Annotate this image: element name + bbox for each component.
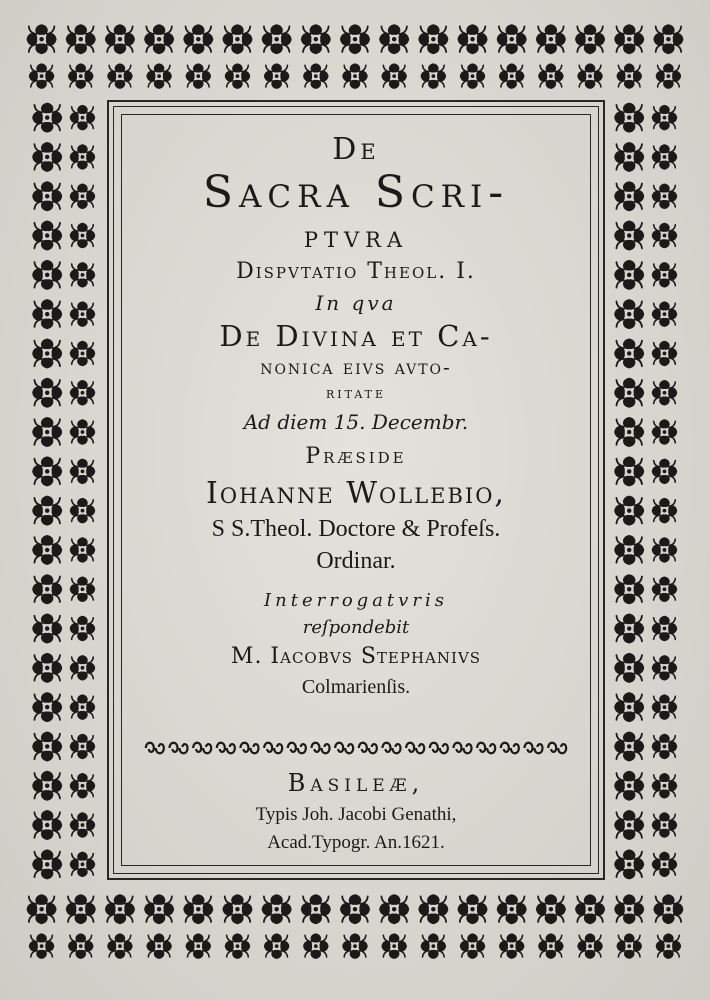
ornament-tile bbox=[222, 894, 252, 924]
ornament-tile bbox=[264, 933, 290, 959]
disputatio-line: Dispvtatio Theol. I. bbox=[236, 259, 476, 284]
imprint-date: Acad.Typogr. An.1621. bbox=[267, 832, 445, 853]
ornament-tile bbox=[652, 144, 678, 170]
imprint-block bbox=[120, 765, 592, 857]
rule-scroll bbox=[406, 743, 424, 754]
ornament-tile bbox=[225, 933, 251, 959]
ornament-tile bbox=[68, 63, 94, 89]
ornament-tile bbox=[652, 734, 678, 760]
ornament-tile bbox=[342, 63, 368, 89]
interrogaturis-line: Interrogatvris bbox=[264, 590, 448, 611]
title-ptvra: ptvra bbox=[303, 220, 409, 255]
imprint-printer: Typis Joh. Jacobi Genathi, bbox=[255, 804, 457, 825]
ornament-tile bbox=[614, 731, 644, 761]
ornament-border-left bbox=[22, 98, 106, 884]
ornament-tile bbox=[499, 933, 525, 959]
ornament-tile bbox=[653, 24, 683, 54]
rule-scroll bbox=[501, 743, 519, 754]
ornament-tile bbox=[303, 933, 329, 959]
ornament-tile bbox=[70, 223, 96, 249]
ornament-tile bbox=[70, 773, 96, 799]
ornament-tile bbox=[262, 894, 292, 924]
rule-scroll bbox=[335, 743, 353, 754]
ornament-tile bbox=[614, 24, 644, 54]
ornament-tile bbox=[32, 574, 62, 604]
ornament-tile bbox=[186, 63, 212, 89]
ornament-tile bbox=[225, 63, 251, 89]
ornament-tile bbox=[614, 456, 644, 486]
ornament-tile bbox=[222, 24, 252, 54]
ornament-tile bbox=[616, 933, 642, 959]
rule-scroll bbox=[217, 743, 235, 754]
ornament-tile bbox=[458, 24, 488, 54]
ornament-tile bbox=[614, 653, 644, 683]
ornament-tile bbox=[379, 24, 409, 54]
ornament-tile bbox=[614, 142, 644, 172]
ornament-tile bbox=[70, 341, 96, 367]
ornament-tile bbox=[652, 812, 678, 838]
ornament-tile bbox=[652, 184, 678, 210]
in-qua-line: In qva bbox=[315, 291, 397, 315]
ornament-tile bbox=[652, 655, 678, 681]
ornament-tile bbox=[32, 417, 62, 447]
ornament-tile bbox=[418, 894, 448, 924]
ornament-tile bbox=[614, 810, 644, 840]
ornament-tile bbox=[303, 63, 329, 89]
ornament-tile bbox=[32, 142, 62, 172]
ornament-border-bottom bbox=[22, 884, 688, 968]
ornament-tile bbox=[183, 894, 213, 924]
ornament-tile bbox=[66, 894, 96, 924]
ornament-tile bbox=[105, 24, 135, 54]
ornament-tile bbox=[614, 181, 644, 211]
ornament-tile bbox=[614, 614, 644, 644]
iohanne-line: Iohanne Wollebio, bbox=[206, 476, 506, 511]
ornament-tile bbox=[652, 419, 678, 445]
ornament-tile bbox=[652, 498, 678, 524]
ornament-tile bbox=[27, 894, 57, 924]
ornament-tile bbox=[614, 299, 644, 329]
rule-scroll bbox=[312, 743, 330, 754]
ornament-tile bbox=[538, 63, 564, 89]
ornament-tile bbox=[70, 694, 96, 720]
ornament-tile bbox=[652, 537, 678, 563]
ornament-tile bbox=[32, 338, 62, 368]
ornament-tile bbox=[66, 24, 96, 54]
ornament-tile bbox=[614, 496, 644, 526]
ornament-tile bbox=[653, 894, 683, 924]
ornament-tile bbox=[70, 184, 96, 210]
ornament-tile bbox=[652, 852, 678, 878]
respondebit-line: reſpondebit bbox=[302, 617, 410, 638]
ornament-tile bbox=[614, 260, 644, 290]
ornament-tile bbox=[70, 380, 96, 406]
ornament-tile bbox=[614, 378, 644, 408]
ornament-tile bbox=[32, 849, 62, 879]
ornament-tile bbox=[144, 24, 174, 54]
ornament-border-top bbox=[22, 14, 688, 98]
ornament-tile bbox=[146, 933, 172, 959]
ornament-tile bbox=[536, 894, 566, 924]
rule-scroll bbox=[430, 743, 448, 754]
ornament-tile bbox=[32, 771, 62, 801]
ornament-tile bbox=[29, 933, 54, 959]
rule-scroll bbox=[454, 743, 472, 754]
ornament-tile bbox=[381, 933, 407, 959]
rule-scroll bbox=[241, 743, 259, 754]
ornament-tile bbox=[656, 933, 682, 959]
rule-scroll bbox=[193, 743, 211, 754]
ornament-tile bbox=[32, 692, 62, 722]
ornament-tile bbox=[70, 537, 96, 563]
ornament-tile bbox=[301, 894, 331, 924]
title-de: De bbox=[332, 132, 380, 167]
ornament-tile bbox=[614, 535, 644, 565]
ornament-tile bbox=[144, 894, 174, 924]
ornament-tile bbox=[32, 260, 62, 290]
ornament-tile bbox=[652, 223, 678, 249]
ornament-tile bbox=[536, 24, 566, 54]
ornament-tile bbox=[652, 301, 678, 327]
ornament-tile bbox=[70, 105, 96, 130]
ornament-tile bbox=[70, 301, 96, 327]
ornament-tile bbox=[614, 103, 644, 133]
ornament-tile bbox=[262, 24, 292, 54]
ornament-tile bbox=[32, 810, 62, 840]
ornament-tile bbox=[340, 894, 370, 924]
ornament-tile bbox=[614, 338, 644, 368]
ornament-tile bbox=[460, 933, 486, 959]
rule-scroll bbox=[264, 743, 282, 754]
ornament-tile bbox=[70, 144, 96, 170]
ornament-tile bbox=[32, 535, 62, 565]
ornament-tile bbox=[652, 105, 678, 130]
ornament-tile bbox=[105, 894, 135, 924]
ornament-tile bbox=[340, 24, 370, 54]
ornament-tile bbox=[577, 63, 603, 89]
rule-scroll bbox=[146, 743, 164, 754]
title-sacra-scri: Sacra Scri- bbox=[202, 167, 510, 218]
ornament-tile bbox=[421, 63, 447, 89]
ornament-tile bbox=[29, 63, 54, 89]
ornament-tile bbox=[656, 63, 682, 89]
ornament-tile bbox=[497, 24, 527, 54]
ornament-tile bbox=[652, 694, 678, 720]
ornament-tile bbox=[32, 614, 62, 644]
ornament-tile bbox=[421, 933, 447, 959]
ornament-tile bbox=[183, 24, 213, 54]
ornament-tile bbox=[575, 24, 605, 54]
ornament-tile bbox=[652, 380, 678, 406]
ornament-tile bbox=[107, 933, 133, 959]
ad-diem-line: Ad diem 15. Decembr. bbox=[243, 410, 469, 434]
ornament-tile bbox=[614, 849, 644, 879]
ornament-tile bbox=[614, 692, 644, 722]
ornament-tile bbox=[27, 24, 57, 54]
ornament-tile bbox=[32, 456, 62, 486]
ornament-tile bbox=[616, 63, 642, 89]
ornament-tile bbox=[538, 933, 564, 959]
title-block bbox=[120, 125, 592, 701]
rule-scroll bbox=[383, 743, 401, 754]
ornament-tile bbox=[146, 63, 172, 89]
ornament-tile bbox=[652, 616, 678, 642]
ornament-tile bbox=[381, 63, 407, 89]
ornament-tile bbox=[32, 299, 62, 329]
ornament-tile bbox=[652, 773, 678, 799]
ornament-tile bbox=[342, 933, 368, 959]
ornament-tile bbox=[575, 894, 605, 924]
ornament-tile bbox=[614, 574, 644, 604]
ornament-border-right bbox=[604, 98, 688, 884]
respondent-name: M. Iacobvs Stephanivs bbox=[230, 644, 482, 669]
rule-scroll bbox=[170, 743, 188, 754]
ornament-tile bbox=[70, 498, 96, 524]
respondent-origin: Colmarienſis. bbox=[301, 676, 411, 698]
ornament-tile bbox=[32, 103, 62, 133]
ornament-tile bbox=[652, 262, 678, 288]
ornament-tile bbox=[614, 417, 644, 447]
ordinar-line: Ordinar. bbox=[316, 548, 396, 574]
ornament-tile bbox=[32, 731, 62, 761]
ornament-tile bbox=[460, 63, 486, 89]
ornament-tile bbox=[70, 734, 96, 760]
ornament-tile bbox=[614, 894, 644, 924]
ornament-tile bbox=[186, 933, 212, 959]
ornament-tile bbox=[70, 262, 96, 288]
ornament-tile bbox=[614, 221, 644, 251]
ornament-tile bbox=[379, 894, 409, 924]
ornament-tile bbox=[577, 933, 603, 959]
ornament-tile bbox=[70, 812, 96, 838]
ornamental-rule bbox=[143, 738, 569, 758]
ornament-tile bbox=[70, 459, 96, 485]
ornament-tile bbox=[652, 577, 678, 603]
ornament-tile bbox=[70, 852, 96, 878]
ornament-tile bbox=[301, 24, 331, 54]
ornament-tile bbox=[418, 24, 448, 54]
ornament-tile bbox=[70, 577, 96, 603]
ornament-tile bbox=[70, 655, 96, 681]
ornament-tile bbox=[264, 63, 290, 89]
imprint-city: Basileæ, bbox=[287, 769, 425, 797]
ornament-tile bbox=[70, 419, 96, 445]
ornament-tile bbox=[32, 221, 62, 251]
ornament-tile bbox=[32, 181, 62, 211]
de-divina-line: De Divina et Ca- bbox=[219, 319, 493, 353]
rule-scroll bbox=[548, 743, 566, 754]
ornament-tile bbox=[652, 459, 678, 485]
ornament-tile bbox=[614, 771, 644, 801]
ornament-tile bbox=[652, 341, 678, 367]
nonica-line: nonica eivs avto- bbox=[260, 355, 452, 379]
rule-scroll bbox=[525, 743, 543, 754]
ornament-tile bbox=[107, 63, 133, 89]
doctore-line: S S.Theol. Doctore & Profeſs. bbox=[211, 516, 501, 542]
rule-scroll bbox=[477, 743, 495, 754]
ornament-tile bbox=[68, 933, 94, 959]
rule-scroll bbox=[288, 743, 306, 754]
ornament-tile bbox=[32, 653, 62, 683]
ornament-tile bbox=[497, 894, 527, 924]
praeside-line: Præside bbox=[305, 444, 407, 469]
ornament-tile bbox=[32, 378, 62, 408]
ornament-tile bbox=[499, 63, 525, 89]
rule-scroll bbox=[359, 743, 377, 754]
ornament-tile bbox=[70, 616, 96, 642]
ritate-line: ritate bbox=[325, 383, 387, 402]
ornament-tile bbox=[458, 894, 488, 924]
ornament-tile bbox=[32, 496, 62, 526]
